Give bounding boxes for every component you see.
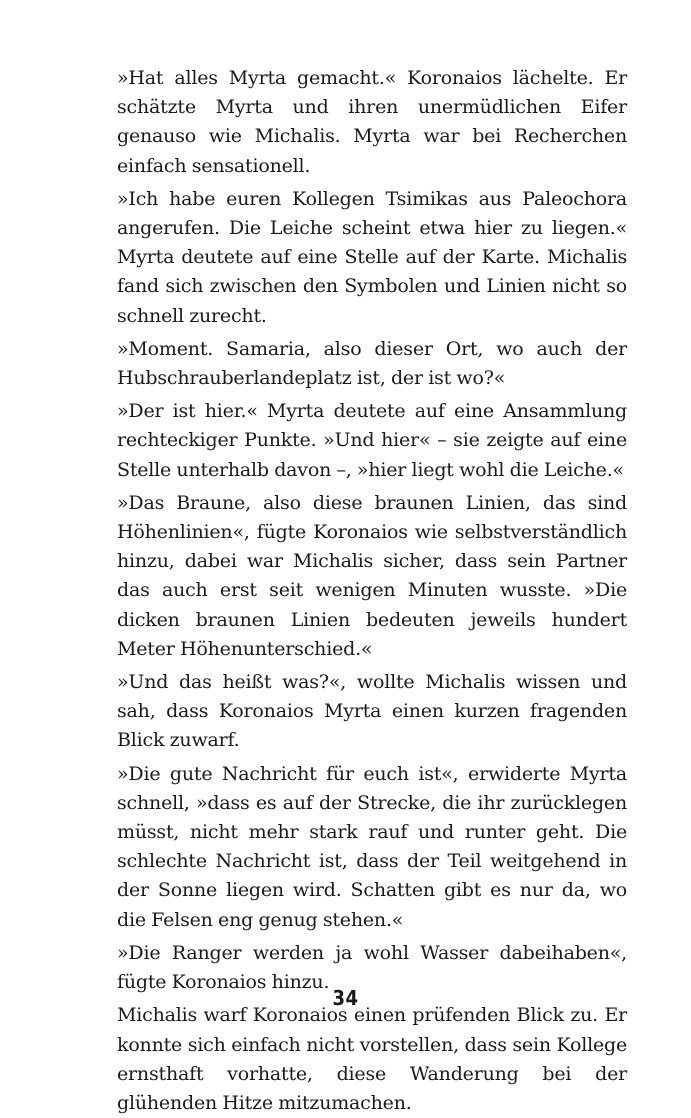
paragraph-2: »Ich habe euren Kollegen Tsimikas aus Paleochora angerufen. Die Leiche scheint etwa hier zu liegen.« Myrta deutete auf eine Stelle auf der Karte. Michalis fand sich zwischen den Symbolen und Linien nicht so schnell zurecht. [117,187,627,327]
paragraph-4: »Der ist hier.« Myrta deutete auf eine Ansammlung rechteckiger Punkte. »Und hier« – sie zeigte auf eine Stelle unterhalb davon –, »hier liegt wohl die Leiche.« [117,400,627,481]
paragraph-1: »Hat alles Myrta gemacht.« Koronaios lächelte. Er schätzte Myrta und ihren unermüdlichen Eifer genauso wie Michalis. Myrta war bei Recherchen einfach sensationell. [117,67,627,177]
paragraph-7: »Die gute Nachricht für euch ist«, erwiderte Myrta schnell, »dass es auf der Strecke, die ihr zurücklegen müsst, nicht mehr stark rauf und runter geht. Die schlechte Nachricht ist, dass der Teil weitgehend in der Sonne liegen wird. Schatten gibt es nur da, wo die Felsen eng genug stehen.« [117,762,627,931]
paragraph-3: »Moment. Samaria, also dieser Ort, wo auch der Hubschrauberlandeplatz ist, der ist wo?« [117,337,627,390]
body-text [117,64,627,1118]
paragraph-8: »Die Ranger werden ja wohl Wasser dabeihaben«, fügte Koronaios hinzu. [117,941,627,994]
paragraph-5: »Das Braune, also diese braunen Linien, das sind Höhenlinien«, fügte Koronaios wie selbstverständlich hinzu, dabei war Michalis sicher, dass sein Partner das auch erst seit wenigen Minuten wusste. »Die dicken braunen Linien bedeuten jeweils hundert Meter Höhenunterschied.« [117,491,627,660]
paragraph-9: Michalis warf Koronaios einen prüfenden Blick zu. Er konnte sich einfach nicht vorstellen, dass sein Kollege ernsthaft vorhatte, diese Wanderung bei der glühenden Hitze mitzumachen. [117,1004,627,1114]
paragraph-6: »Und das heißt was?«, wollte Michalis wissen und sah, dass Koronaios Myrta einen kurzen fragenden Blick zuwarf. [117,671,627,752]
page-number: 34 [332,986,359,1010]
